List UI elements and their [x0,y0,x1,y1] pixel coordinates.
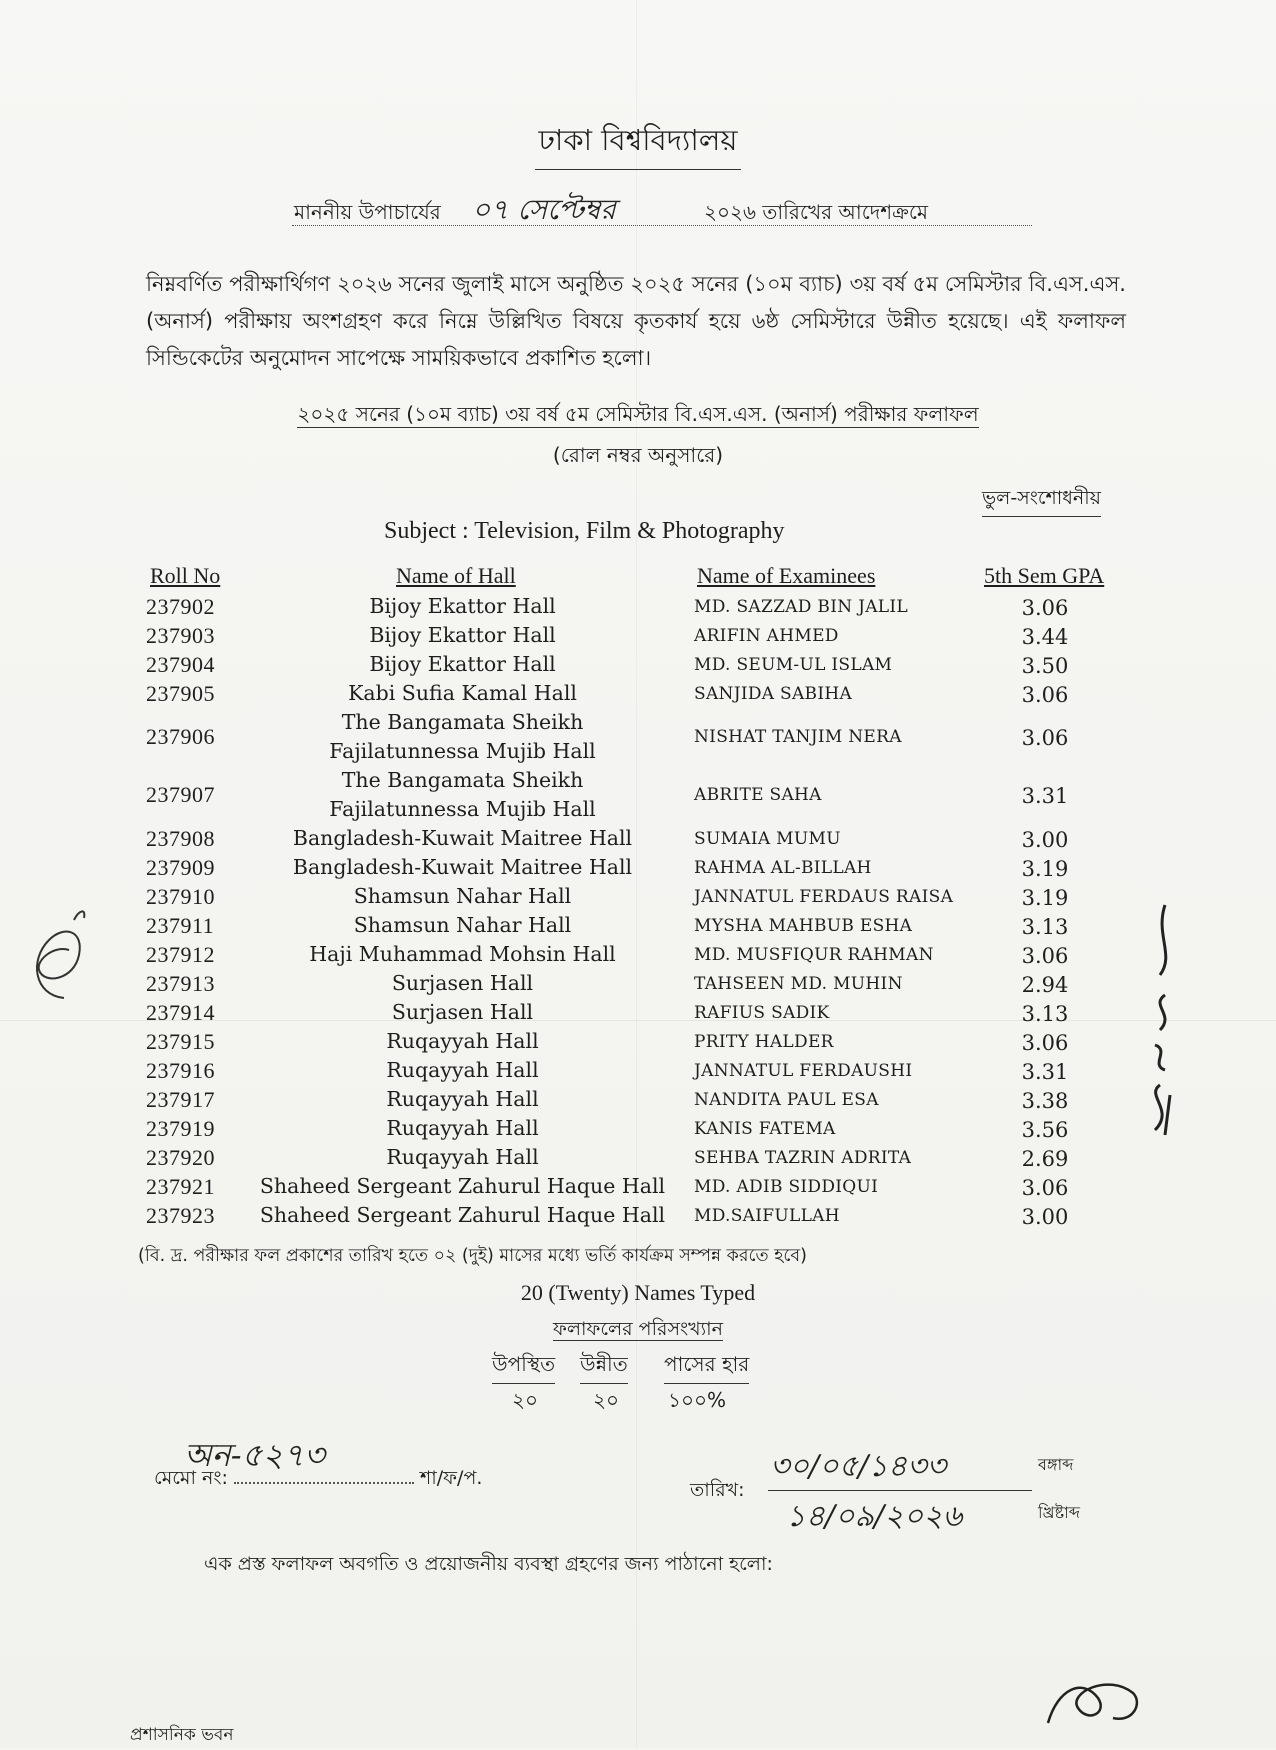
roll-number: 237923 [146,1202,215,1228]
gpa-value: 3.38 [1021,1088,1069,1113]
examinee-name: PRITY HALDER [694,1031,834,1052]
header-gpa: 5th Sem GPA [984,563,1105,588]
table-row [0,1201,1276,1230]
gpa-value: 3.31 [1021,784,1069,808]
hall-name-line: Bangladesh-Kuwait Maitree Hall [292,855,633,879]
examinee-name: KANIS FATEMA [694,1118,836,1139]
hall-name [230,1143,695,1172]
stats-title-wrap [0,1315,1276,1347]
examinee-name: SANJIDA SABIHA [694,683,853,704]
table-row [0,679,1276,708]
examinee-name: SEHBA TAZRIN ADRITA [694,1147,912,1168]
intro-paragraph: নিম্নবর্ণিত পরীক্ষার্থিগণ ২০২৬ সনের জুলাই মাসে অনুষ্ঠিত ২০২৫ সনের (১০ম ব্যাচ) ৩য় বর্ষ ৫ম সেমিস্টার বি.এস.এস. (অনার্স) পরীক্ষায় অংশগ্রহণ করে নিম্নে উল্লিখিত বিষয়ে কৃতকার্য হয়ে ৬ষ্ঠ সেমিস্টারে উন্নীত হয়েছে। এই ফলাফল সিন্ডিকেটের অনুমোদন সাপেক্ষে সাময়িকভাবে প্রকাশিত হলো। [146,272,1126,370]
hall-name-line: Kabi Sufia Kamal Hall [348,681,577,705]
examinee-name: MD. SEUM-UL ISLAM [694,654,893,675]
gpa-value: 3.13 [1021,1001,1069,1026]
date-label: তারিখ: [690,1479,745,1501]
examinee-name: NISHAT TANJIM NERA [694,727,902,747]
margin-signature-left [24,900,94,1010]
table-row [0,911,1276,940]
examinee-name: MD. MUSFIQUR RAHMAN [694,944,934,965]
gpa-value: 3.00 [1021,827,1069,852]
hall-name [230,650,695,679]
roll-number: 237905 [146,680,215,706]
margin-signature-right [1135,895,1190,1145]
gpa-value: 3.06 [1021,1175,1069,1200]
examinee-name: JANNATUL FERDAUSHI [694,1060,913,1081]
hall-name-line: Bijoy Ekattor Hall [369,594,556,618]
gpa-value: 3.44 [1021,624,1069,649]
memo-line [154,1436,483,1496]
footer-text: প্রশাসনিক ভবন [130,1725,234,1745]
table-row [0,824,1276,853]
table-row [0,621,1276,650]
hall-name-line: Shamsun Nahar Hall [353,913,572,937]
roll-number: 237910 [146,883,215,909]
roll-number: 237909 [146,854,215,880]
roll-number: 237912 [146,941,215,967]
gpa-value: 3.06 [1021,1030,1069,1055]
hall-name-line: Shaheed Sergeant Zahurul Haque Hall [259,1203,666,1227]
stats-present-label: উপস্থিত [492,1350,555,1384]
examinee-name: TAHSEEN MD. MUHIN [694,973,903,994]
table-row [0,882,1276,911]
examinee-name: RAHMA AL-BILLAH [694,857,872,878]
hall-name [230,969,695,998]
roll-number: 237913 [146,970,215,996]
date-divider [768,1490,1032,1491]
hall-name [230,1027,695,1056]
hall-name-line: Shamsun Nahar Hall [353,884,572,908]
university-title-wrap [0,118,1276,170]
examinee-name: MD.SAIFULLAH [694,1205,840,1226]
examinee-name: NANDITA PAUL ESA [694,1089,879,1110]
header-examinees: Name of Examinees [697,563,876,588]
examinee-name: RAFIUS SADIK [694,1002,830,1023]
gpa-value: 3.06 [1021,682,1069,707]
roll-number: 237920 [146,1144,215,1170]
stats-pass-rate-label: পাসের হার [664,1350,749,1384]
memo-dotted-field [183,1436,414,1484]
table-row [0,1027,1276,1056]
subject-heading: Subject : Television, Film & Photography [384,518,785,544]
table-row [0,708,1276,766]
gpa-value: 2.69 [1021,1146,1069,1171]
roll-number: 237916 [146,1057,215,1083]
gregorian-era: খ্রিষ্টাব্দ [1038,1503,1080,1522]
gpa-value: 3.06 [1021,595,1069,620]
hall-name [230,1085,695,1114]
table-row [0,766,1276,824]
names-typed: 20 (Twenty) Names Typed [520,1280,756,1305]
table-row [0,650,1276,679]
hall-name-line: Haji Muhammad Mohsin Hall [309,942,616,966]
examinee-name: JANNATUL FERDAUS RAISA [694,886,954,907]
memo-handwritten-number: অন-৫২৭৩ [183,1436,325,1474]
order-suffix: ২০২৬ তারিখের আদেশক্রমে [704,200,929,224]
hall-name [230,882,695,911]
table-row [0,1085,1276,1114]
examinee-name: ABRITE SAHA [694,785,822,805]
gpa-value: 3.19 [1021,856,1069,881]
gregorian-date: ১৪/০৯/২০২৬ [786,1499,963,1534]
roll-number: 237906 [146,724,215,749]
admission-note: (বি. দ্র. পরীক্ষার ফল প্রকাশের তারিখ হতে ০২ (দুই) মাসের মধ্যে ভর্তি কার্যক্রম সম্পন্ন করতে হবে) [138,1246,807,1266]
roll-number: 237911 [146,912,215,938]
examinee-name: MD. ADIB SIDDIQUI [694,1176,879,1197]
memo-label: মেমো নং: [154,1467,228,1489]
roll-number: 237914 [146,999,215,1025]
roll-number: 237902 [146,593,215,619]
hall-name-line-2: Fajilatunnessa Mujib Hall [329,739,596,763]
bangla-date: ৩০/০৫/১৪৩৩ [770,1449,947,1484]
table-row [0,998,1276,1027]
roll-number: 237915 [146,1028,215,1054]
hall-name-line: Bangladesh-Kuwait Maitree Hall [292,826,633,850]
examinee-name: MD. SAZZAD BIN JALIL [694,596,908,617]
hall-name [230,1056,695,1085]
result-title-wrap [0,400,1276,433]
correction-note: ভুল-সংশোধনীয় [982,484,1101,517]
hall-name-line: The Bangamata Sheikh [341,768,584,792]
table-row [0,592,1276,621]
hall-name-line: Ruqayyah Hall [386,1058,539,1082]
header-roll: Roll No [150,563,221,588]
hall-name-line: Shaheed Sergeant Zahurul Haque Hall [259,1174,666,1198]
handwritten-order-date: ০৭ সেপ্টেম্বর [472,193,616,226]
hall-name-line: The Bangamata Sheikh [341,710,584,734]
hall-name [230,679,695,708]
hall-name [230,824,695,853]
hall-name [230,911,695,940]
gpa-value: 3.31 [1021,1059,1069,1084]
hall-name-line: Bijoy Ekattor Hall [369,652,556,676]
examinee-name: ARIFIN AHMED [694,625,839,646]
table-row [0,1114,1276,1143]
stats-pass-rate-value: ১০০% [668,1388,726,1412]
table-row [0,969,1276,998]
header-hall: Name of Hall [396,563,516,588]
stats-title: ফলাফলের পরিসংখ্যান [552,1318,724,1340]
hall-name [230,766,695,824]
order-line [292,193,1032,228]
memo-suffix: শা/ফ/প. [420,1467,483,1489]
hall-name [230,1201,695,1230]
hall-name-line: Surjasen Hall [391,971,534,995]
roll-number: 237907 [146,782,215,807]
gpa-value: 3.06 [1021,943,1069,968]
table-row [0,853,1276,882]
hall-name [230,853,695,882]
table-row [0,1172,1276,1201]
gpa-value: 3.06 [1021,726,1069,750]
stats-promoted-value: ২০ [593,1388,620,1412]
hall-name [230,708,695,766]
roll-number: 237917 [146,1086,215,1112]
gpa-value: 2.94 [1021,972,1069,997]
hall-name [230,940,695,969]
hall-name-line: Ruqayyah Hall [386,1145,539,1169]
hall-name-line: Ruqayyah Hall [386,1029,539,1053]
order-prefix: মাননীয় উপাচার্যের [294,200,441,224]
examinee-name: MYSHA MAHBUB ESHA [694,915,913,936]
hall-name-line-2: Fajilatunnessa Mujib Hall [329,797,596,821]
hall-name [230,1114,695,1143]
initials-scribble [1038,1668,1148,1728]
hall-name [230,592,695,621]
distribution-line: এক প্রস্ত ফলাফল অবগতি ও প্রয়োজনীয় ব্যবস্থা গ্রহণের জন্য পাঠানো হলো: [204,1553,773,1575]
hall-name-line: Surjasen Hall [391,1000,534,1024]
hall-name [230,1172,695,1201]
roll-number: 237919 [146,1115,215,1141]
table-row [0,1056,1276,1085]
hall-name-line: Ruqayyah Hall [386,1087,539,1111]
result-subtitle: (রোল নম্বর অনুসারে) [552,443,724,467]
stats-promoted-label: উন্নীত [580,1350,628,1384]
university-title: ঢাকা বিশ্ববিদ্যালয় [535,118,742,170]
gpa-value: 3.00 [1021,1204,1069,1229]
examinee-name: SUMAIA MUMU [694,828,841,849]
roll-number: 237904 [146,651,215,677]
gpa-value: 3.13 [1021,914,1069,939]
roll-number: 237921 [146,1173,215,1199]
table-row [0,1143,1276,1172]
hall-name-line: Bijoy Ekattor Hall [369,623,556,647]
roll-number: 237908 [146,825,215,851]
stats-present-value: ২০ [512,1388,539,1412]
hall-name-line: Ruqayyah Hall [386,1116,539,1140]
hall-name [230,621,695,650]
bangla-era: বঙ্গাব্দ [1038,1455,1074,1474]
roll-number: 237903 [146,622,215,648]
result-title: ২০২৫ সনের (১০ম ব্যাচ) ৩য় বর্ষ ৫ম সেমিস্টার বি.এস.এস. (অনার্স) পরীক্ষার ফলাফল [297,402,979,426]
gpa-value: 3.56 [1021,1117,1069,1142]
gpa-value: 3.50 [1021,653,1069,678]
table-row [0,940,1276,969]
hall-name [230,998,695,1027]
gpa-value: 3.19 [1021,885,1069,910]
